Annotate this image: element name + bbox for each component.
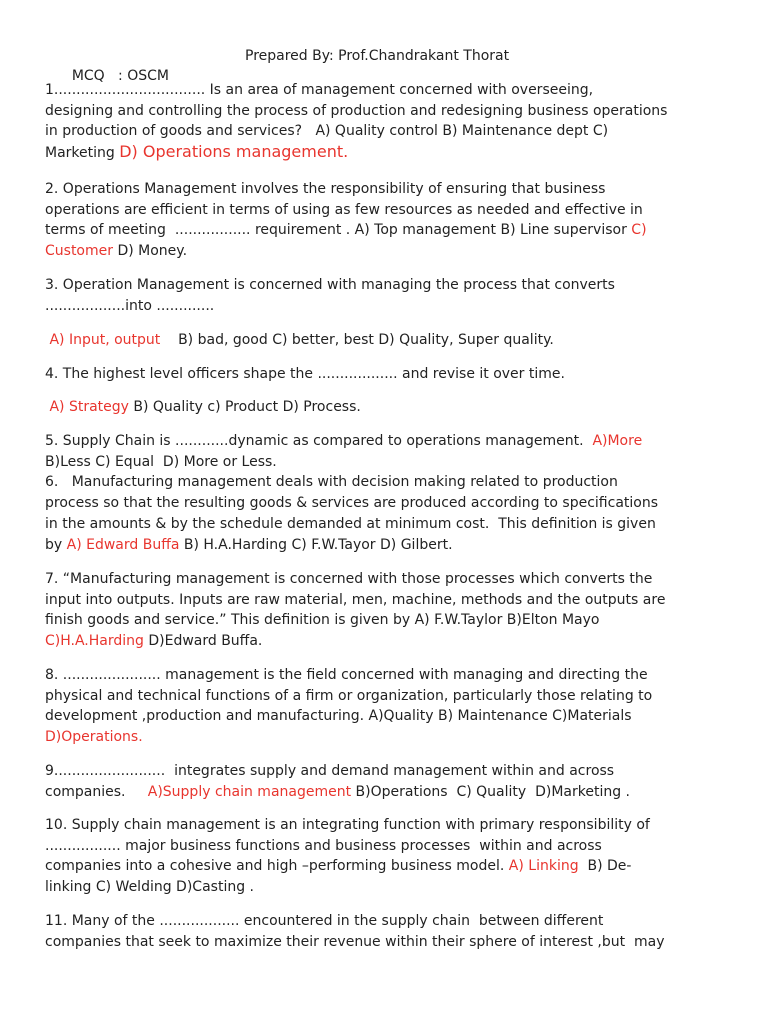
text-line [45, 535, 725, 556]
answer-highlight: A) Linking [508, 858, 579, 875]
text-line [45, 493, 725, 514]
text-line [45, 220, 725, 241]
question-text: linking C) Welding D)Casting . [45, 879, 254, 896]
question-text: in the amounts & by the schedule demanded at minimum cost. This definition is given [45, 515, 656, 532]
question-text: terms of meeting ................. requirement . A) Top management B) Line supervisor [45, 222, 632, 239]
question-text: D)Edward Buffa. [143, 633, 263, 650]
text-line [45, 877, 725, 898]
text-line [45, 932, 725, 953]
question-text: B) De- [578, 858, 632, 875]
text-line [45, 610, 725, 631]
question-block [45, 179, 725, 262]
question-text: by [45, 536, 67, 553]
question-text: ................. major business functions and business processes within and across [45, 837, 602, 854]
question-text: Marketing [45, 145, 120, 162]
question-block [45, 431, 725, 555]
question-block [45, 397, 725, 418]
question-text: 10. Supply chain management is an integrating function with primary responsibility of [45, 817, 650, 833]
text-line [45, 686, 725, 707]
text-line [45, 856, 725, 877]
question-text: 11. Many of the .................. encountered in the supply chain between different [45, 913, 604, 929]
answer-highlight: A)More [592, 433, 643, 449]
question-text: D) Money. [113, 243, 188, 260]
question-block [45, 275, 725, 316]
text-line [45, 241, 725, 262]
question-text: 9......................... integrates supply and demand management within and across [45, 763, 615, 779]
question-text: designing and controlling the process of production and redesigning business operations [45, 102, 668, 119]
question-text: B) bad, good C) better, best D) Quality, Super quality. [160, 332, 554, 348]
question-block [45, 665, 725, 748]
question-text: physical and technical functions of a firm or organization, particularly those relating to [45, 687, 653, 704]
text-line [45, 590, 725, 611]
text-line [45, 431, 725, 452]
question-block [45, 80, 725, 164]
question-text: 8. ...................... management is the field concerned with managing and directing the [45, 667, 648, 683]
question-text: 4. The highest level officers shape the .................. and revise it over time. [45, 366, 565, 382]
text-line [45, 179, 725, 200]
question-block [45, 569, 725, 652]
question-text: B) H.A.Harding C) F.W.Tayor D) Gilbert. [179, 536, 453, 553]
question-text: B)Less C) Equal D) More or Less. [45, 453, 277, 470]
text-line [45, 142, 725, 164]
question-text: in production of goods and services? A) Quality control B) Maintenance dept C) [45, 123, 609, 140]
text-line [45, 911, 725, 932]
question-text: companies that seek to maximize their revenue within their sphere of interest ,but may [45, 933, 665, 950]
question-block [45, 815, 725, 898]
answer-highlight: D)Operations. [45, 729, 143, 746]
question-text: 5. Supply Chain is ............dynamic as compared to operations management. [45, 433, 593, 449]
text-line [45, 452, 725, 473]
question-text: companies into a cohesive and high –performing business model. [45, 858, 509, 875]
answer-highlight: C) [631, 222, 647, 239]
question-text: development ,production and manufacturing. A)Quality B) Maintenance C)Materials [45, 708, 632, 725]
question-text: 7. “Manufacturing management is concerned with those processes which converts the [45, 571, 653, 587]
text-line [45, 364, 725, 385]
text-line [45, 761, 725, 782]
answer-highlight: A) Input, output [49, 332, 161, 348]
text-line [45, 296, 725, 317]
text-line [45, 815, 725, 836]
course-label: MCQ : OSCM [71, 68, 169, 84]
text-line [45, 275, 725, 296]
question-text: 2. Operations Management involves the responsibility of ensuring that business [45, 181, 606, 197]
answer-highlight: A) Edward Buffa [66, 536, 180, 553]
question-block [45, 761, 725, 802]
text-line [45, 101, 725, 122]
text-line [45, 782, 725, 803]
question-block [45, 364, 725, 385]
answer-highlight: D) Operations management. [119, 142, 349, 162]
answer-highlight: Customer [45, 243, 114, 260]
answer-highlight: A) Strategy [49, 399, 129, 415]
prepared-by: Prepared By: Prof.Chandrakant Thorat [245, 48, 510, 64]
text-line [45, 631, 725, 652]
text-line [45, 665, 725, 686]
text-line [45, 514, 725, 535]
answer-highlight: C)H.A.Harding [45, 633, 144, 650]
question-text: 6. Manufacturing management deals with decision making related to production [45, 474, 618, 491]
question-text: operations are efficient in terms of using as few resources as needed and effective in [45, 201, 643, 218]
question-text: ..................into ............. [45, 297, 215, 314]
question-text: B)Operations C) Quality D)Marketing . [351, 783, 631, 800]
question-text: 1.................................. Is an area of management concerned with overseeing, [45, 82, 594, 98]
text-line [45, 397, 725, 418]
question-block [45, 911, 725, 952]
text-line [45, 569, 725, 590]
text-line [45, 200, 725, 221]
question-text: B) Quality c) Product D) Process. [128, 399, 361, 415]
question-block [45, 330, 725, 351]
text-line [45, 80, 725, 101]
question-text: finish goods and service.” This definition is given by A) F.W.Taylor B)Elton Mayo [45, 612, 600, 629]
text-line [45, 330, 725, 351]
text-line [45, 836, 725, 857]
text-line [45, 121, 725, 142]
answer-highlight: A)Supply chain management [147, 783, 352, 800]
text-line [45, 472, 725, 493]
text-line [45, 706, 725, 727]
question-text: 3. Operation Management is concerned with managing the process that converts [45, 277, 615, 293]
text-line [45, 727, 725, 748]
question-text: input into outputs. Inputs are raw material, men, machine, methods and the outputs are [45, 591, 666, 608]
question-text: process so that the resulting goods & services are produced according to specifications [45, 495, 659, 512]
question-text: companies. [45, 783, 148, 800]
